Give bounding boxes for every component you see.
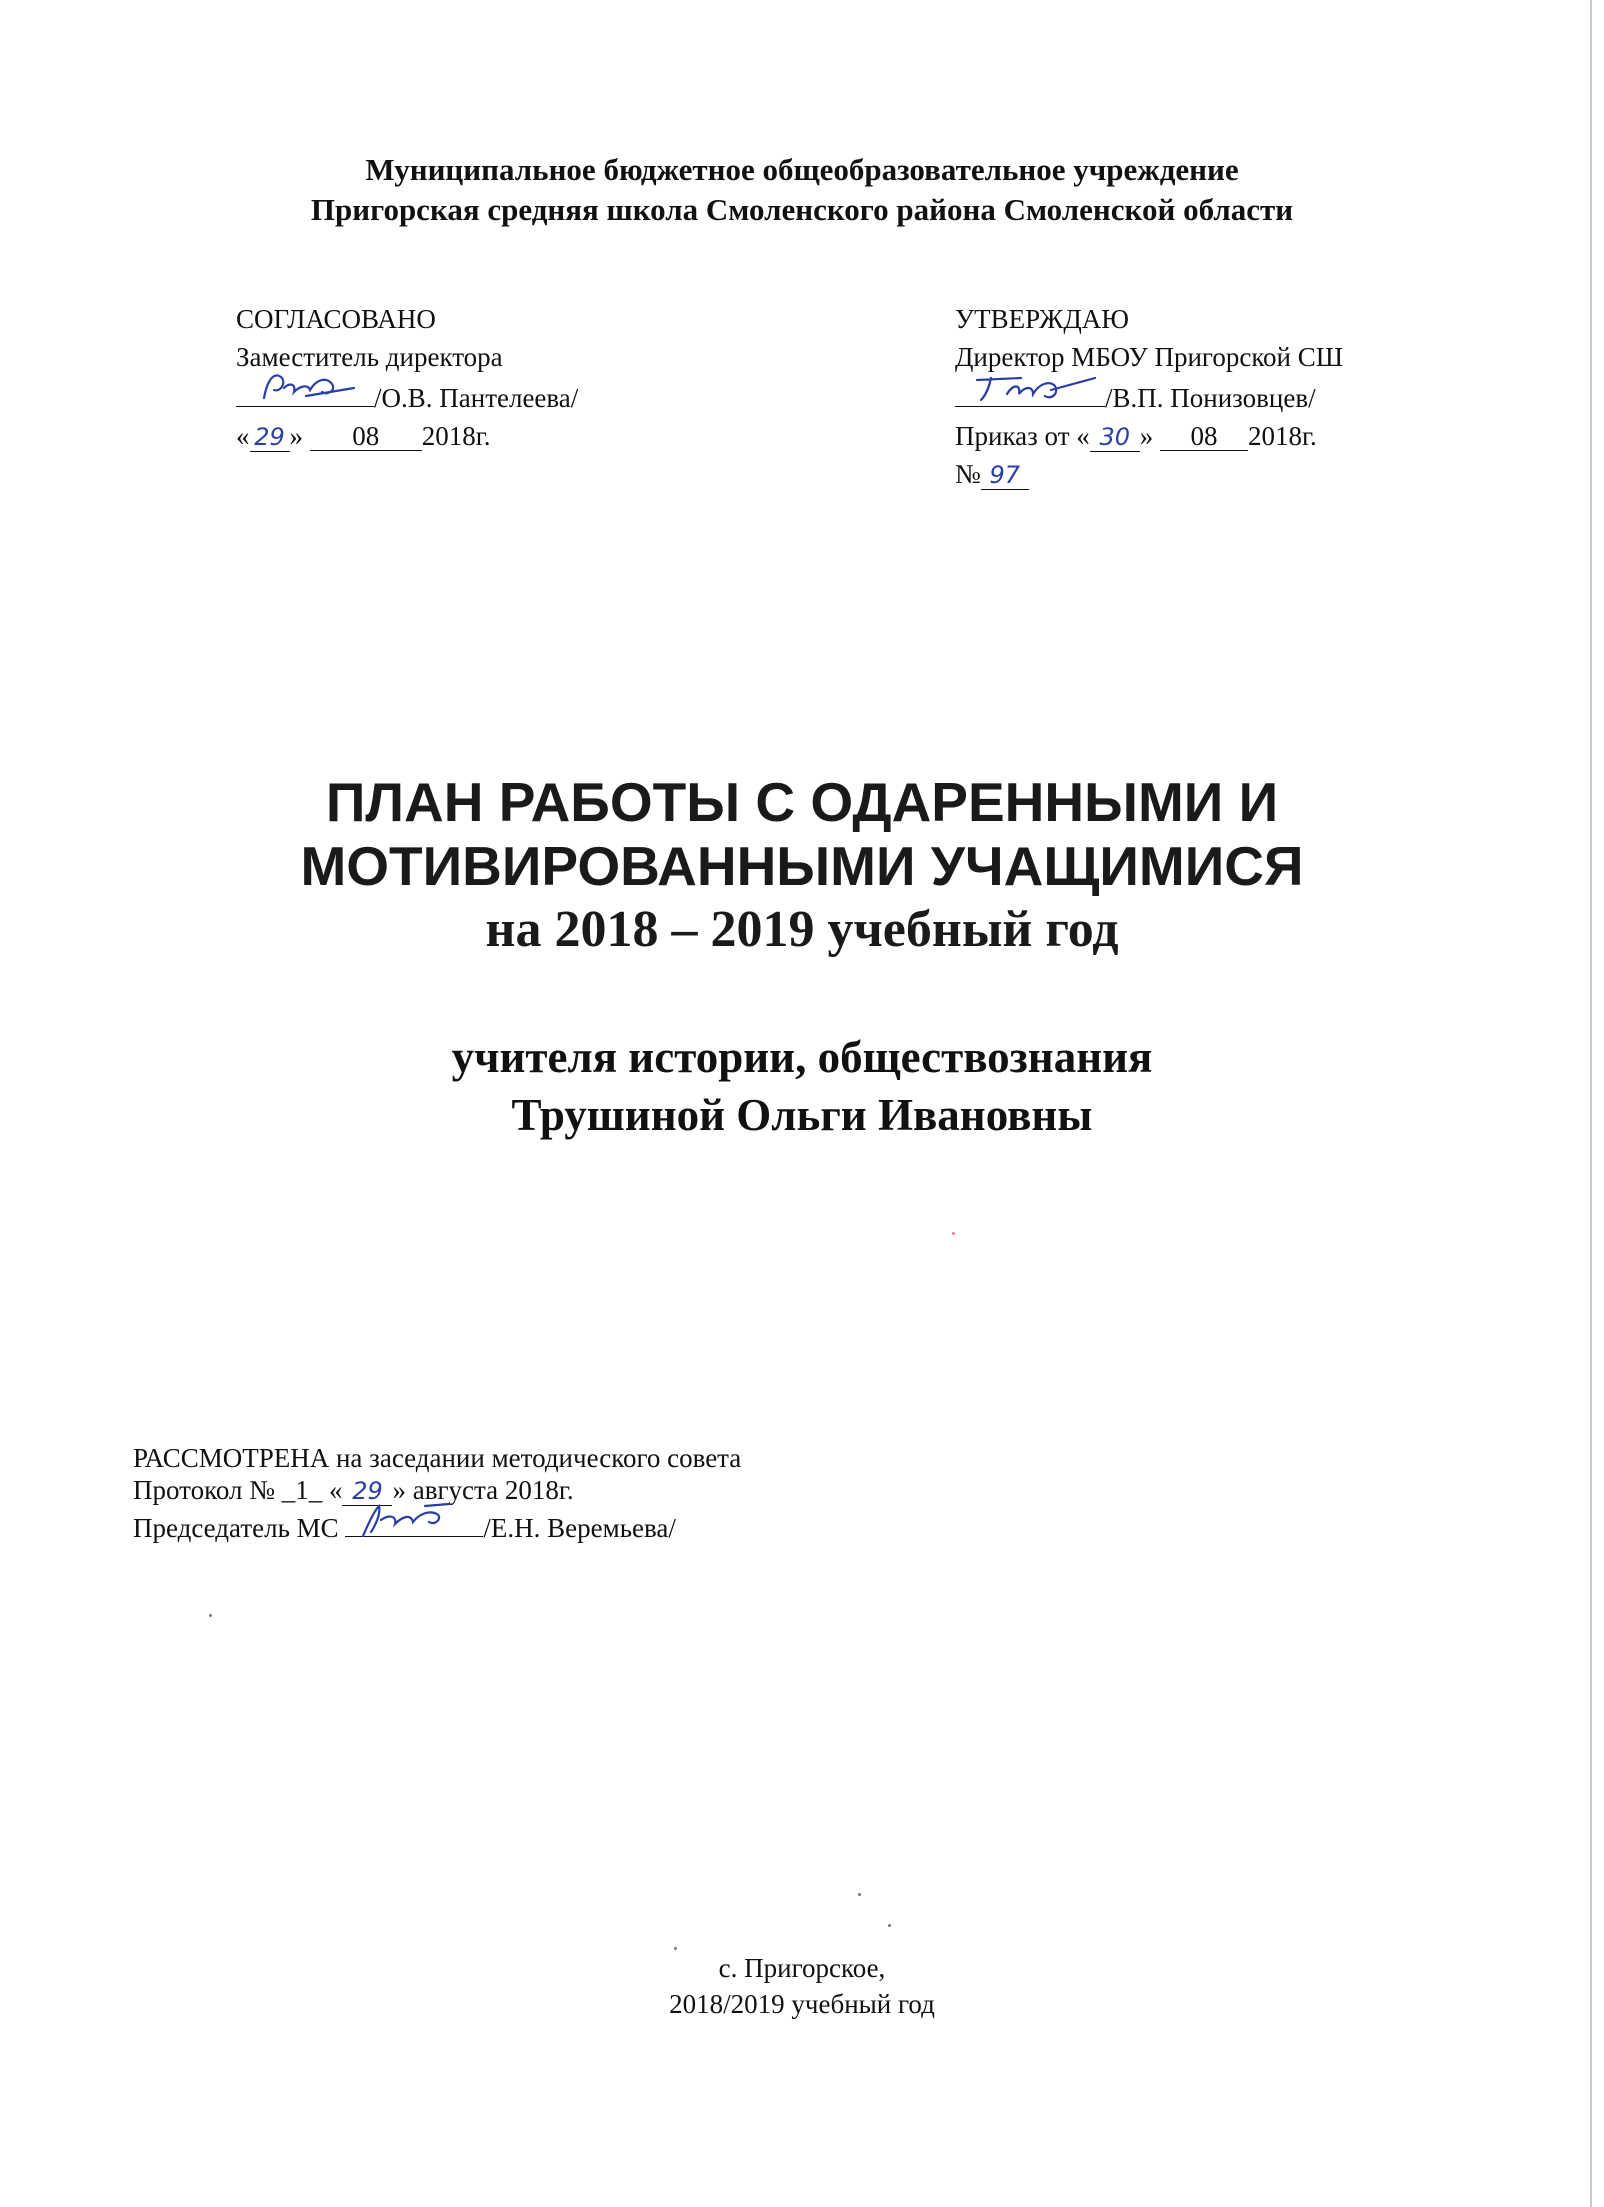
reviewed-protocol-day: 29 [342, 1477, 392, 1506]
header-line-1: Муниципальное бюджетное общеобразовательное учреждение [365, 152, 1239, 187]
approve-heading: УТВЕРЖДАЮ [955, 304, 1130, 334]
footer-place: с. Пригорское, [718, 1953, 886, 1983]
title-line-1: ПЛАН РАБОТЫ С ОДАРЕННЫМИ И [325, 771, 1279, 833]
reviewed-protocol: Протокол № _1_ « 29 » августа 2018г. [133, 1475, 574, 1505]
agreed-date-month: 08 [310, 422, 422, 451]
document-title [0, 770, 1604, 962]
school-header [0, 150, 1604, 230]
scan-speck [858, 1893, 861, 1896]
teacher-line-2: Трушиной Ольги Ивановны [511, 1090, 1093, 1140]
footer-year: 2018/2019 учебный год [669, 1989, 935, 2019]
reviewed-line-1: РАССМОТРЕНА на заседании методического совета [133, 1443, 742, 1473]
approve-order: Приказ от « 30 » 08 2018г. [955, 421, 1317, 451]
approve-number: № 97 [955, 455, 1343, 493]
teacher-line-1: учителя истории, обществознания [451, 1032, 1153, 1082]
agreed-heading: СОГЛАСОВАНО [236, 304, 436, 334]
signature-panteleeva [236, 376, 374, 407]
header-line-2: Пригорская средняя школа Смоленского района Смоленской области [310, 192, 1294, 227]
agreed-signature-line [236, 376, 578, 417]
approve-order-year: 2018г. [1248, 421, 1317, 451]
agreed-block [236, 300, 578, 455]
approve-position: Директор МБОУ Пригорской СШ [955, 342, 1344, 372]
approve-number-value: 97 [981, 461, 1029, 490]
scan-speck [674, 1947, 677, 1950]
approve-name: /В.П. Понизовцев/ [1105, 383, 1316, 413]
reviewed-chair: Председатель МС /Е.Н. Веремьева/ [133, 1506, 741, 1544]
approve-order-month: 08 [1160, 422, 1248, 451]
teacher-name [0, 1028, 1604, 1144]
signature-ponizovtsev [955, 376, 1105, 407]
agreed-date: « 29 » 08 2018г. [236, 421, 491, 451]
reviewed-chair-name: /Е.Н. Веремьева/ [483, 1513, 676, 1543]
title-line-2: МОТИВИРОВАННЫМИ УЧАЩИМИСЯ [300, 835, 1304, 897]
approve-signature-line [955, 376, 1343, 417]
approve-order-day: 30 [1090, 423, 1140, 452]
agreed-name: /О.В. Пантелеева/ [374, 383, 579, 413]
footer [0, 1950, 1604, 2022]
title-line-3: на 2018 – 2019 учебный год [485, 901, 1119, 958]
approve-block [955, 300, 1343, 493]
signature-veremyeva [345, 1506, 483, 1537]
agreed-position: Заместитель директора [236, 342, 503, 372]
scan-speck [952, 1232, 955, 1235]
agreed-date-year: 2018г. [421, 421, 491, 451]
reviewed-block [133, 1442, 741, 1544]
scan-speck [888, 1924, 891, 1927]
scan-speck [209, 1614, 212, 1617]
agreed-date-day: 29 [250, 423, 290, 452]
